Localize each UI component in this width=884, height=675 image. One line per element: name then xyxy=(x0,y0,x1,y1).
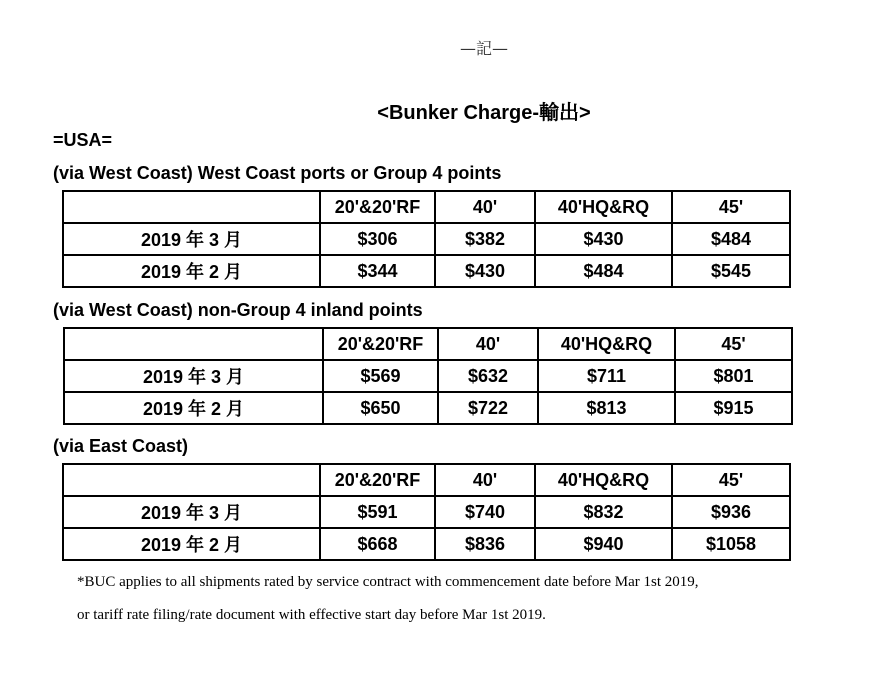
footnote-line-2: or tariff rate filing/rate document with effective start day before Mar 1st 2019. xyxy=(77,607,546,623)
rate-cell: $344 xyxy=(320,255,435,287)
header-cell-20ft: 20'&20'RF xyxy=(320,191,435,223)
rate-cell: $430 xyxy=(535,223,672,255)
rate-cell: $836 xyxy=(435,528,535,560)
row-period: 2019 年 3 月 xyxy=(64,360,323,392)
rate-cell: $740 xyxy=(435,496,535,528)
table-header-row xyxy=(64,328,792,360)
header-cell-40hq: 40'HQ&RQ xyxy=(535,191,672,223)
header-cell-empty xyxy=(64,328,323,360)
header-cell-20ft: 20'&20'RF xyxy=(323,328,438,360)
rate-cell: $915 xyxy=(675,392,792,424)
row-period: 2019 年 2 月 xyxy=(64,392,323,424)
section-label-west-coast-non-group4: (via West Coast) non-Group 4 inland points xyxy=(53,300,423,320)
header-cell-40hq: 40'HQ&RQ xyxy=(538,328,675,360)
document-title: <Bunker Charge-輸出> xyxy=(377,102,591,124)
section-label-east-coast: (via East Coast) xyxy=(53,436,189,456)
rate-table-west-coast-group4 xyxy=(62,190,791,288)
table-row xyxy=(64,360,792,392)
section-label-west-coast-group4: (via West Coast) West Coast ports or Group 4 points xyxy=(53,163,502,183)
rate-cell: $430 xyxy=(435,255,535,287)
header-cell-empty xyxy=(63,191,320,223)
rate-cell: $569 xyxy=(323,360,438,392)
header-cell-45ft: 45' xyxy=(675,328,792,360)
header-cell-20ft: 20'&20'RF xyxy=(320,464,435,496)
region-label: =USA= xyxy=(53,130,113,150)
rate-cell: $940 xyxy=(535,528,672,560)
rate-table-west-coast-non-group4 xyxy=(63,327,793,425)
ki-heading: —記— xyxy=(459,39,508,58)
header-cell-40ft: 40' xyxy=(438,328,538,360)
table-row xyxy=(63,528,790,560)
table-header-row xyxy=(63,464,790,496)
rate-cell: $1058 xyxy=(672,528,790,560)
table-header-row xyxy=(63,191,790,223)
table-row xyxy=(64,392,792,424)
header-cell-45ft: 45' xyxy=(672,191,790,223)
header-cell-40ft: 40' xyxy=(435,191,535,223)
rate-cell: $632 xyxy=(438,360,538,392)
rate-cell: $801 xyxy=(675,360,792,392)
header-cell-40ft: 40' xyxy=(435,464,535,496)
rate-cell: $545 xyxy=(672,255,790,287)
rate-table-east-coast xyxy=(62,463,791,561)
row-period: 2019 年 3 月 xyxy=(63,496,320,528)
table-row xyxy=(63,496,790,528)
rate-cell: $382 xyxy=(435,223,535,255)
table-row xyxy=(63,223,790,255)
rate-cell: $722 xyxy=(438,392,538,424)
header-cell-empty xyxy=(63,464,320,496)
rate-cell: $306 xyxy=(320,223,435,255)
footnote-line-1: *BUC applies to all shipments rated by service contract with commencement date before Mar 1st 2019, xyxy=(77,574,699,590)
row-period: 2019 年 2 月 xyxy=(63,528,320,560)
header-cell-45ft: 45' xyxy=(672,464,790,496)
rate-cell: $668 xyxy=(320,528,435,560)
rate-cell: $711 xyxy=(538,360,675,392)
rate-cell: $591 xyxy=(320,496,435,528)
table-row xyxy=(63,255,790,287)
rate-cell: $650 xyxy=(323,392,438,424)
rate-cell: $484 xyxy=(672,223,790,255)
rate-cell: $484 xyxy=(535,255,672,287)
header-cell-40hq: 40'HQ&RQ xyxy=(535,464,672,496)
row-period: 2019 年 3 月 xyxy=(63,223,320,255)
rate-cell: $936 xyxy=(672,496,790,528)
rate-cell: $813 xyxy=(538,392,675,424)
row-period: 2019 年 2 月 xyxy=(63,255,320,287)
rate-cell: $832 xyxy=(535,496,672,528)
